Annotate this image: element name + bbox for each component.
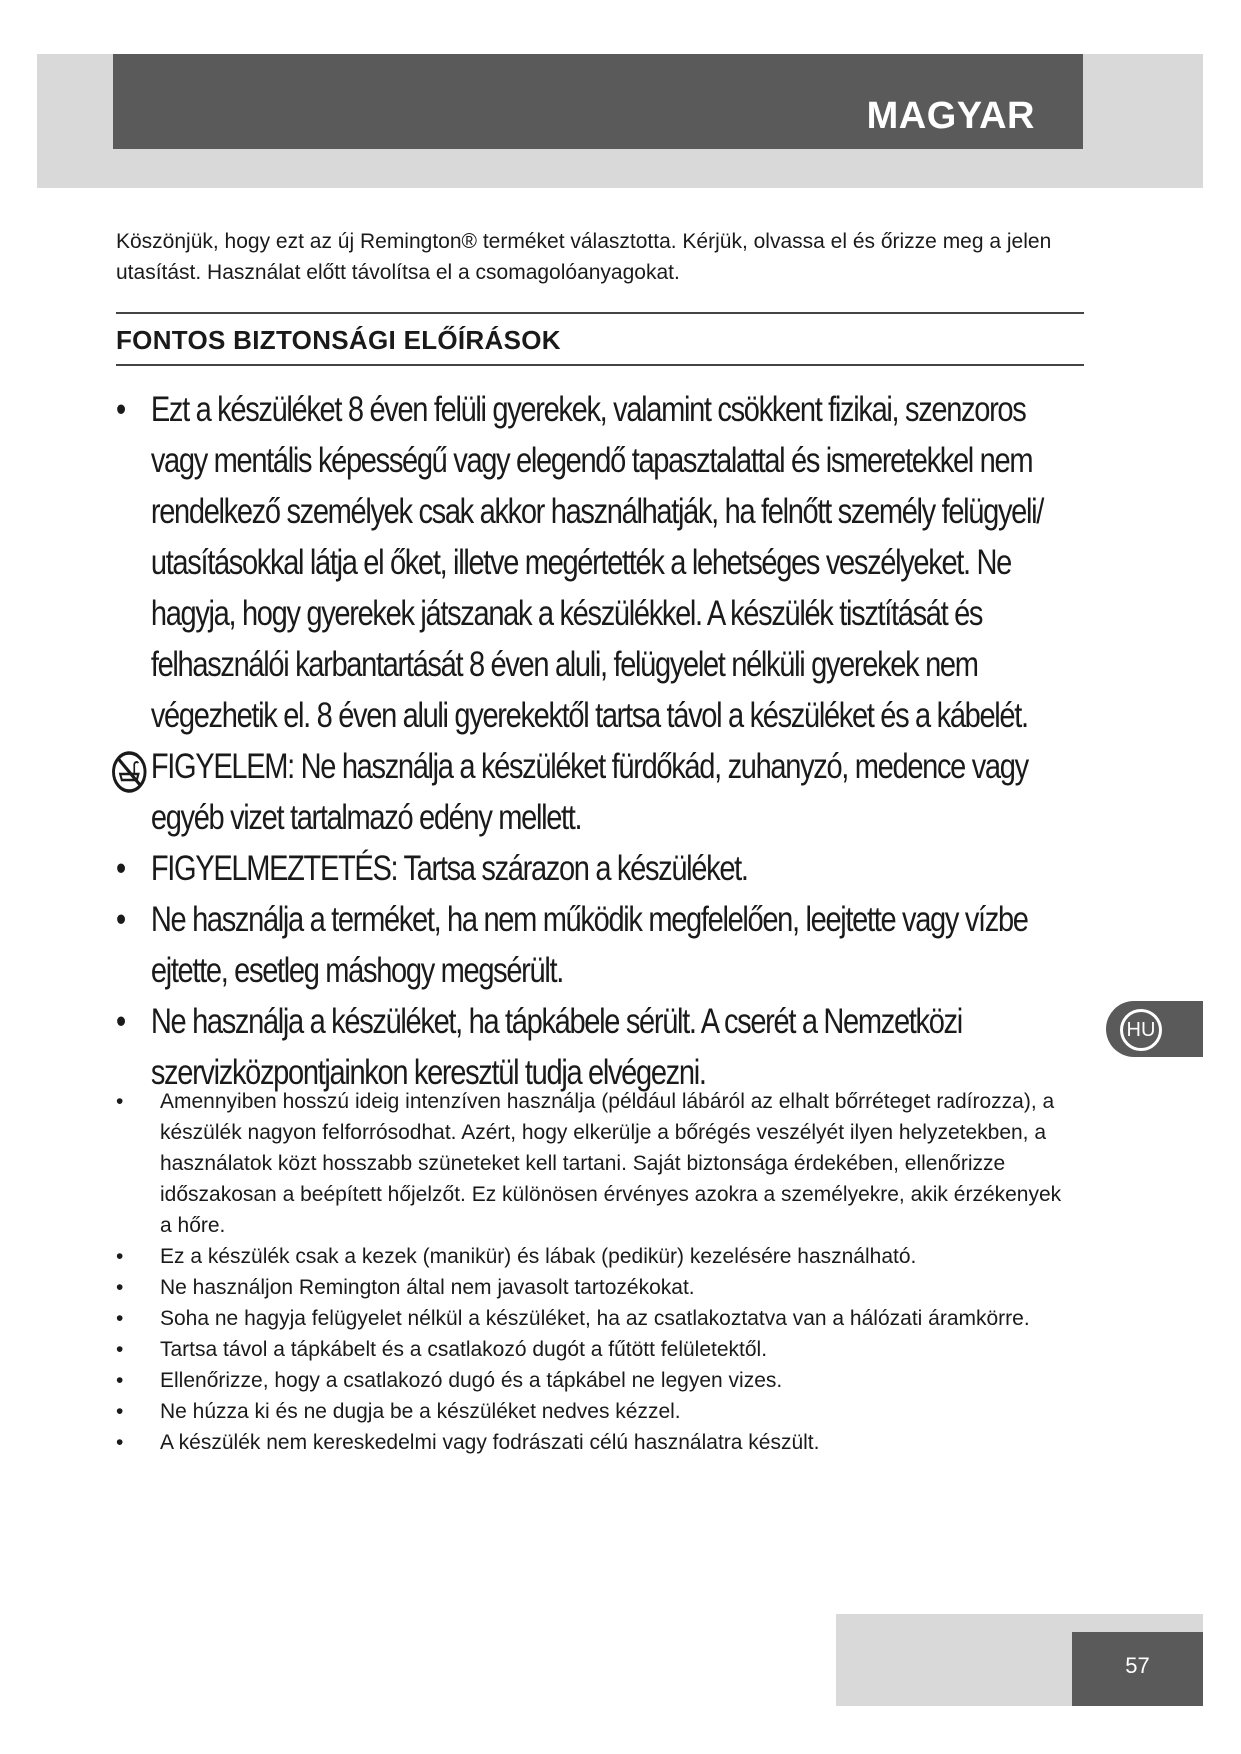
list-item-text: A készülék nem kereskedelmi vagy fodrászati célú használatra készült.: [160, 1431, 820, 1454]
bullet: •: [116, 1307, 124, 1330]
bullet: •: [116, 1090, 124, 1113]
list-item-text: Amennyiben hosszú ideig intenzíven használja (például lábáról az elhalt bőrréteget radírozza), a készülék nagyon felforrósodhat. Azért, hogy elkerülje a bőrégés veszélyét ilyen helyzetekben, a használatok közt hosszabb szüneteket kell tartani. Saját biztonsága érdekében, ellenőrizze időszakosan a beépített hőjelzőt. Ez különösen érvényes azokra a személyekre, akik érzékenyek a hőre.: [160, 1090, 1062, 1237]
list-item-text: Ne használjon Remington által nem javasolt tartozékokat.: [160, 1276, 695, 1299]
bullet: •: [116, 1431, 124, 1454]
bullet: •: [116, 1276, 124, 1299]
header-language-bar: [113, 54, 1083, 149]
list-item-text: Tartsa távol a tápkábelt és a csatlakozó dugót a fűtött felületektől.: [160, 1338, 768, 1361]
list-item-text: Ne használja a készüléket, ha tápkábele sérült. A cserét a Nemzetközi szervizközpontjainkon keresztül tudja elvégezni.: [150, 1002, 962, 1092]
major-safety-list: [116, 384, 1076, 1098]
list-item-text: Ellenőrizze, hogy a csatlakozó dugó és a tápkábel ne legyen vizes.: [160, 1369, 783, 1392]
list-item-text: Soha ne hagyja felügyelet nélkül a készüléket, ha az csatlakoztatva van a hálózati áramkörre.: [160, 1307, 1030, 1330]
intro-paragraph: Köszönjük, hogy ezt az új Remington® terméket választotta. Kérjük, olvassa el és őrizze meg a jelen utasítást. Használat előtt távolítsa el a csomagolóanyagokat.: [116, 230, 1052, 284]
bullet: •: [116, 1369, 124, 1392]
list-item: [116, 1427, 1076, 1458]
list-item-text: FIGYELMEZTETÉS: Tartsa szárazon a készüléket.: [150, 849, 748, 888]
no-bath-warning-icon: [111, 750, 148, 794]
list-item: [116, 1241, 1076, 1272]
list-item-text: FIGYELEM: Ne használja a készüléket fürdőkád, zuhanyzó, medence vagy egyéb vizet tartalmazó edény mellett.: [150, 747, 1028, 837]
bullet: •: [116, 1338, 124, 1361]
list-item: [116, 1396, 1076, 1427]
list-item: [116, 1334, 1076, 1365]
page-number: 57: [1125, 1653, 1150, 1678]
list-item: [116, 1303, 1076, 1334]
list-item-text: Ez a készülék csak a kezek (manikür) és lábak (pedikür) kezelésére használható.: [160, 1245, 917, 1268]
section-title: FONTOS BIZTONSÁGI ELŐÍRÁSOK: [116, 325, 561, 355]
minor-safety-list: [116, 1086, 1076, 1458]
list-item: [116, 1365, 1076, 1396]
bullet: •: [116, 1400, 124, 1423]
language-badge: HU: [1120, 1009, 1162, 1051]
list-item: [116, 843, 1075, 894]
list-item-text: Ezt a készüléket 8 éven felüli gyerekek, valamint csökkent fizikai, szenzoros vagy mentális képességű vagy elegendő tapasztalattal és ismeretekkel nem rendelkező személyek csak akkor használhatják, ha felnőtt személy felügyeli/ utasításokkal látja el őket, illetve megértették a lehetséges veszélyeket. Ne hagyja, hogy gyerekek játszanak a készülékkel. A készülék tisztítását és felhasználói karbantartását 8 éven aluli, felügyelet nélküli gyerekek nem végezhetik el. 8 éven aluli gyerekektől tartsa távol a készüléket és a kábelét.: [150, 390, 1043, 735]
bullet: •: [116, 849, 125, 888]
section-rule-top: [116, 312, 1084, 314]
list-item: [116, 741, 1075, 843]
list-item: [116, 1272, 1076, 1303]
list-item-text: Ne húzza ki és ne dugja be a készüléket nedves kézzel.: [160, 1400, 681, 1423]
bullet: •: [116, 900, 125, 939]
list-item-text: Ne használja a terméket, ha nem működik megfelelően, leejtette vagy vízbe ejtette, esetleg máshogy megsérült.: [150, 900, 1028, 990]
list-item: [116, 1086, 1076, 1241]
bullet: •: [116, 390, 125, 429]
footer-page-box: [1072, 1632, 1203, 1706]
language-title: MAGYAR: [866, 95, 1035, 137]
list-item: [116, 996, 1075, 1098]
language-side-tab: [1106, 1001, 1203, 1057]
list-item: [116, 894, 1075, 996]
list-item: [116, 384, 1075, 741]
bullet: •: [116, 1002, 125, 1041]
bullet: •: [116, 1245, 124, 1268]
section-rule-bottom: [116, 364, 1084, 366]
